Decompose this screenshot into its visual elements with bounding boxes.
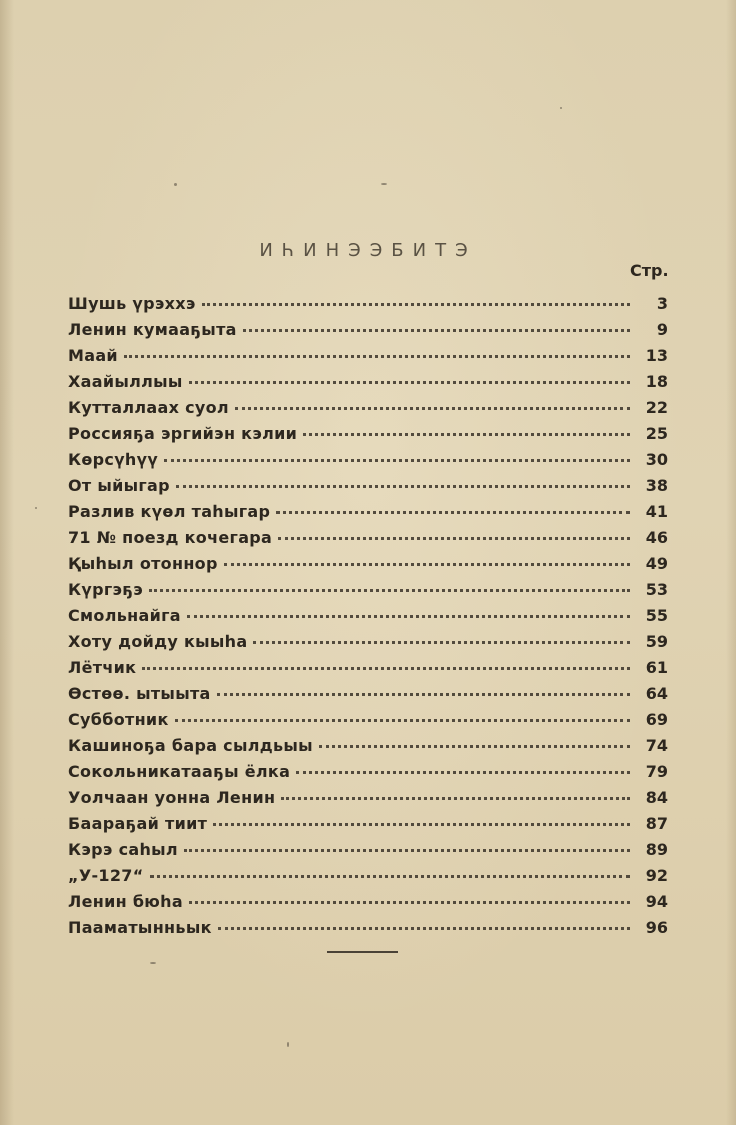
toc-entry-title: Күргэҕэ [68,580,144,599]
toc-entry-page: 61 [645,658,668,677]
toc-entry [68,707,668,733]
toc-entry-title: Разлив күөл таһыгар [68,502,271,521]
toc-entry-page: 84 [645,788,668,807]
toc-entry [68,811,668,837]
toc-entry [68,655,668,681]
toc-entry-page: 87 [645,814,668,833]
toc-entry [68,785,668,811]
toc-entry-title: Шушь үрэххэ [68,294,196,313]
toc-entry-title: „У-127“ [68,866,144,885]
paper-speck [35,507,37,509]
contents-title: ИҺИНЭЭБИТЭ [259,240,477,261]
toc-entry-title: Пааматынньык [68,918,212,937]
toc-entry-page: 59 [645,632,668,651]
toc-entry-page: 30 [645,450,668,469]
toc-entry [68,577,668,603]
toc-entry [68,499,668,525]
toc-entry-page: 92 [645,866,668,885]
toc-entry-page: 18 [645,372,668,391]
toc-entry-page: 38 [645,476,668,495]
toc-entry-page: 9 [656,320,668,339]
toc-entry [68,915,668,941]
toc-entry-page: 79 [645,762,668,781]
toc-leader-dots [164,458,630,462]
toc-leader-dots [296,770,630,774]
toc-entry-page: 64 [645,684,668,703]
toc-entry-title: Көрсүһүү [68,450,159,469]
toc-entry [68,681,668,707]
toc-entry-page: 74 [645,736,668,755]
toc-leader-dots [253,640,630,644]
toc-entry-page: 94 [645,892,668,911]
toc-entry [68,291,668,317]
toc-entry-title: Сокольникатааҕы ёлка [68,762,291,781]
toc-leader-dots [149,588,630,592]
toc-entry [68,421,668,447]
toc-entry-title: Лётчик [68,658,137,677]
toc-entry-title: Россияҕа эргийэн кэлии [68,424,298,443]
toc-entry [68,369,668,395]
toc-leader-dots [218,926,630,930]
toc-leader-dots [176,484,630,488]
toc-entry [68,603,668,629]
toc-entry-title: Маай [68,346,118,365]
paper-speck [560,107,562,109]
toc-entry-page: 41 [645,502,668,521]
toc-leader-dots [202,302,630,306]
toc-entry [68,395,668,421]
toc-leader-dots [142,666,630,670]
toc-entry-title: Ленин бюһа [68,892,183,911]
toc-leader-dots [150,874,630,878]
toc-entry-page: 55 [645,606,668,625]
paper-speck [174,183,177,186]
toc-leader-dots [184,848,630,852]
toc-entry [68,837,668,863]
toc-entry-page: 89 [645,840,668,859]
toc-leader-dots [243,328,630,332]
toc-leader-dots [189,380,630,384]
toc-entry-page: 53 [645,580,668,599]
toc-entry [68,343,668,369]
toc-entry-page: 13 [645,346,668,365]
closing-rule [327,951,398,953]
toc-entry [68,317,668,343]
paper-speck [381,183,387,185]
table-of-contents [68,291,668,941]
toc-entry-page: 46 [645,528,668,547]
toc-entry-title: От ыйыгар [68,476,170,495]
toc-entry-title: Хоту дойду кыыһа [68,632,248,651]
toc-entry-page: 25 [645,424,668,443]
toc-leader-dots [187,614,630,618]
toc-leader-dots [189,900,630,904]
toc-entry-title: Смольнайга [68,606,181,625]
toc-leader-dots [235,406,630,410]
toc-entry-title: Уолчаан уонна Ленин [68,788,276,807]
toc-entry [68,889,668,915]
toc-leader-dots [303,432,630,436]
toc-entry-page: 3 [656,294,668,313]
toc-leader-dots [278,536,630,540]
paper-speck [287,1042,289,1047]
toc-leader-dots [281,796,630,800]
toc-leader-dots [319,744,630,748]
toc-entry-title: Субботник [68,710,169,729]
toc-entry-title: Ленин кумааҕыта [68,320,237,339]
toc-entry-title: 71 № поезд кочегара [68,528,273,547]
toc-entry [68,525,668,551]
page-left-edge-shadow [0,0,14,1125]
page-right-edge-shadow [726,0,736,1125]
toc-leader-dots [124,354,630,358]
toc-leader-dots [213,822,630,826]
toc-entry-title: Қыһыл отоннор [68,554,218,573]
toc-leader-dots [175,718,630,722]
toc-entry-page: 49 [645,554,668,573]
toc-leader-dots [217,692,630,696]
toc-leader-dots [224,562,630,566]
toc-entry [68,447,668,473]
toc-entry-title: Кэрэ саһыл [68,840,178,859]
toc-entry-title: Баараҕай тиит [68,814,208,833]
toc-entry [68,863,668,889]
toc-entry-title: Кутталлаах суол [68,398,229,417]
toc-entry-title: Хаайыллыы [68,372,183,391]
toc-entry [68,473,668,499]
paper-speck [150,962,156,964]
toc-entry [68,629,668,655]
toc-entry-title: Кашиноҕа бара сылдьыы [68,736,313,755]
toc-leader-dots [276,510,630,514]
toc-entry [68,733,668,759]
toc-entry-title: Өстөө. ытыыта [68,684,211,703]
page-column-header: Стр. [630,261,669,280]
toc-entry [68,551,668,577]
toc-entry-page: 96 [645,918,668,937]
toc-entry-page: 69 [645,710,668,729]
toc-entry-page: 22 [645,398,668,417]
toc-entry [68,759,668,785]
